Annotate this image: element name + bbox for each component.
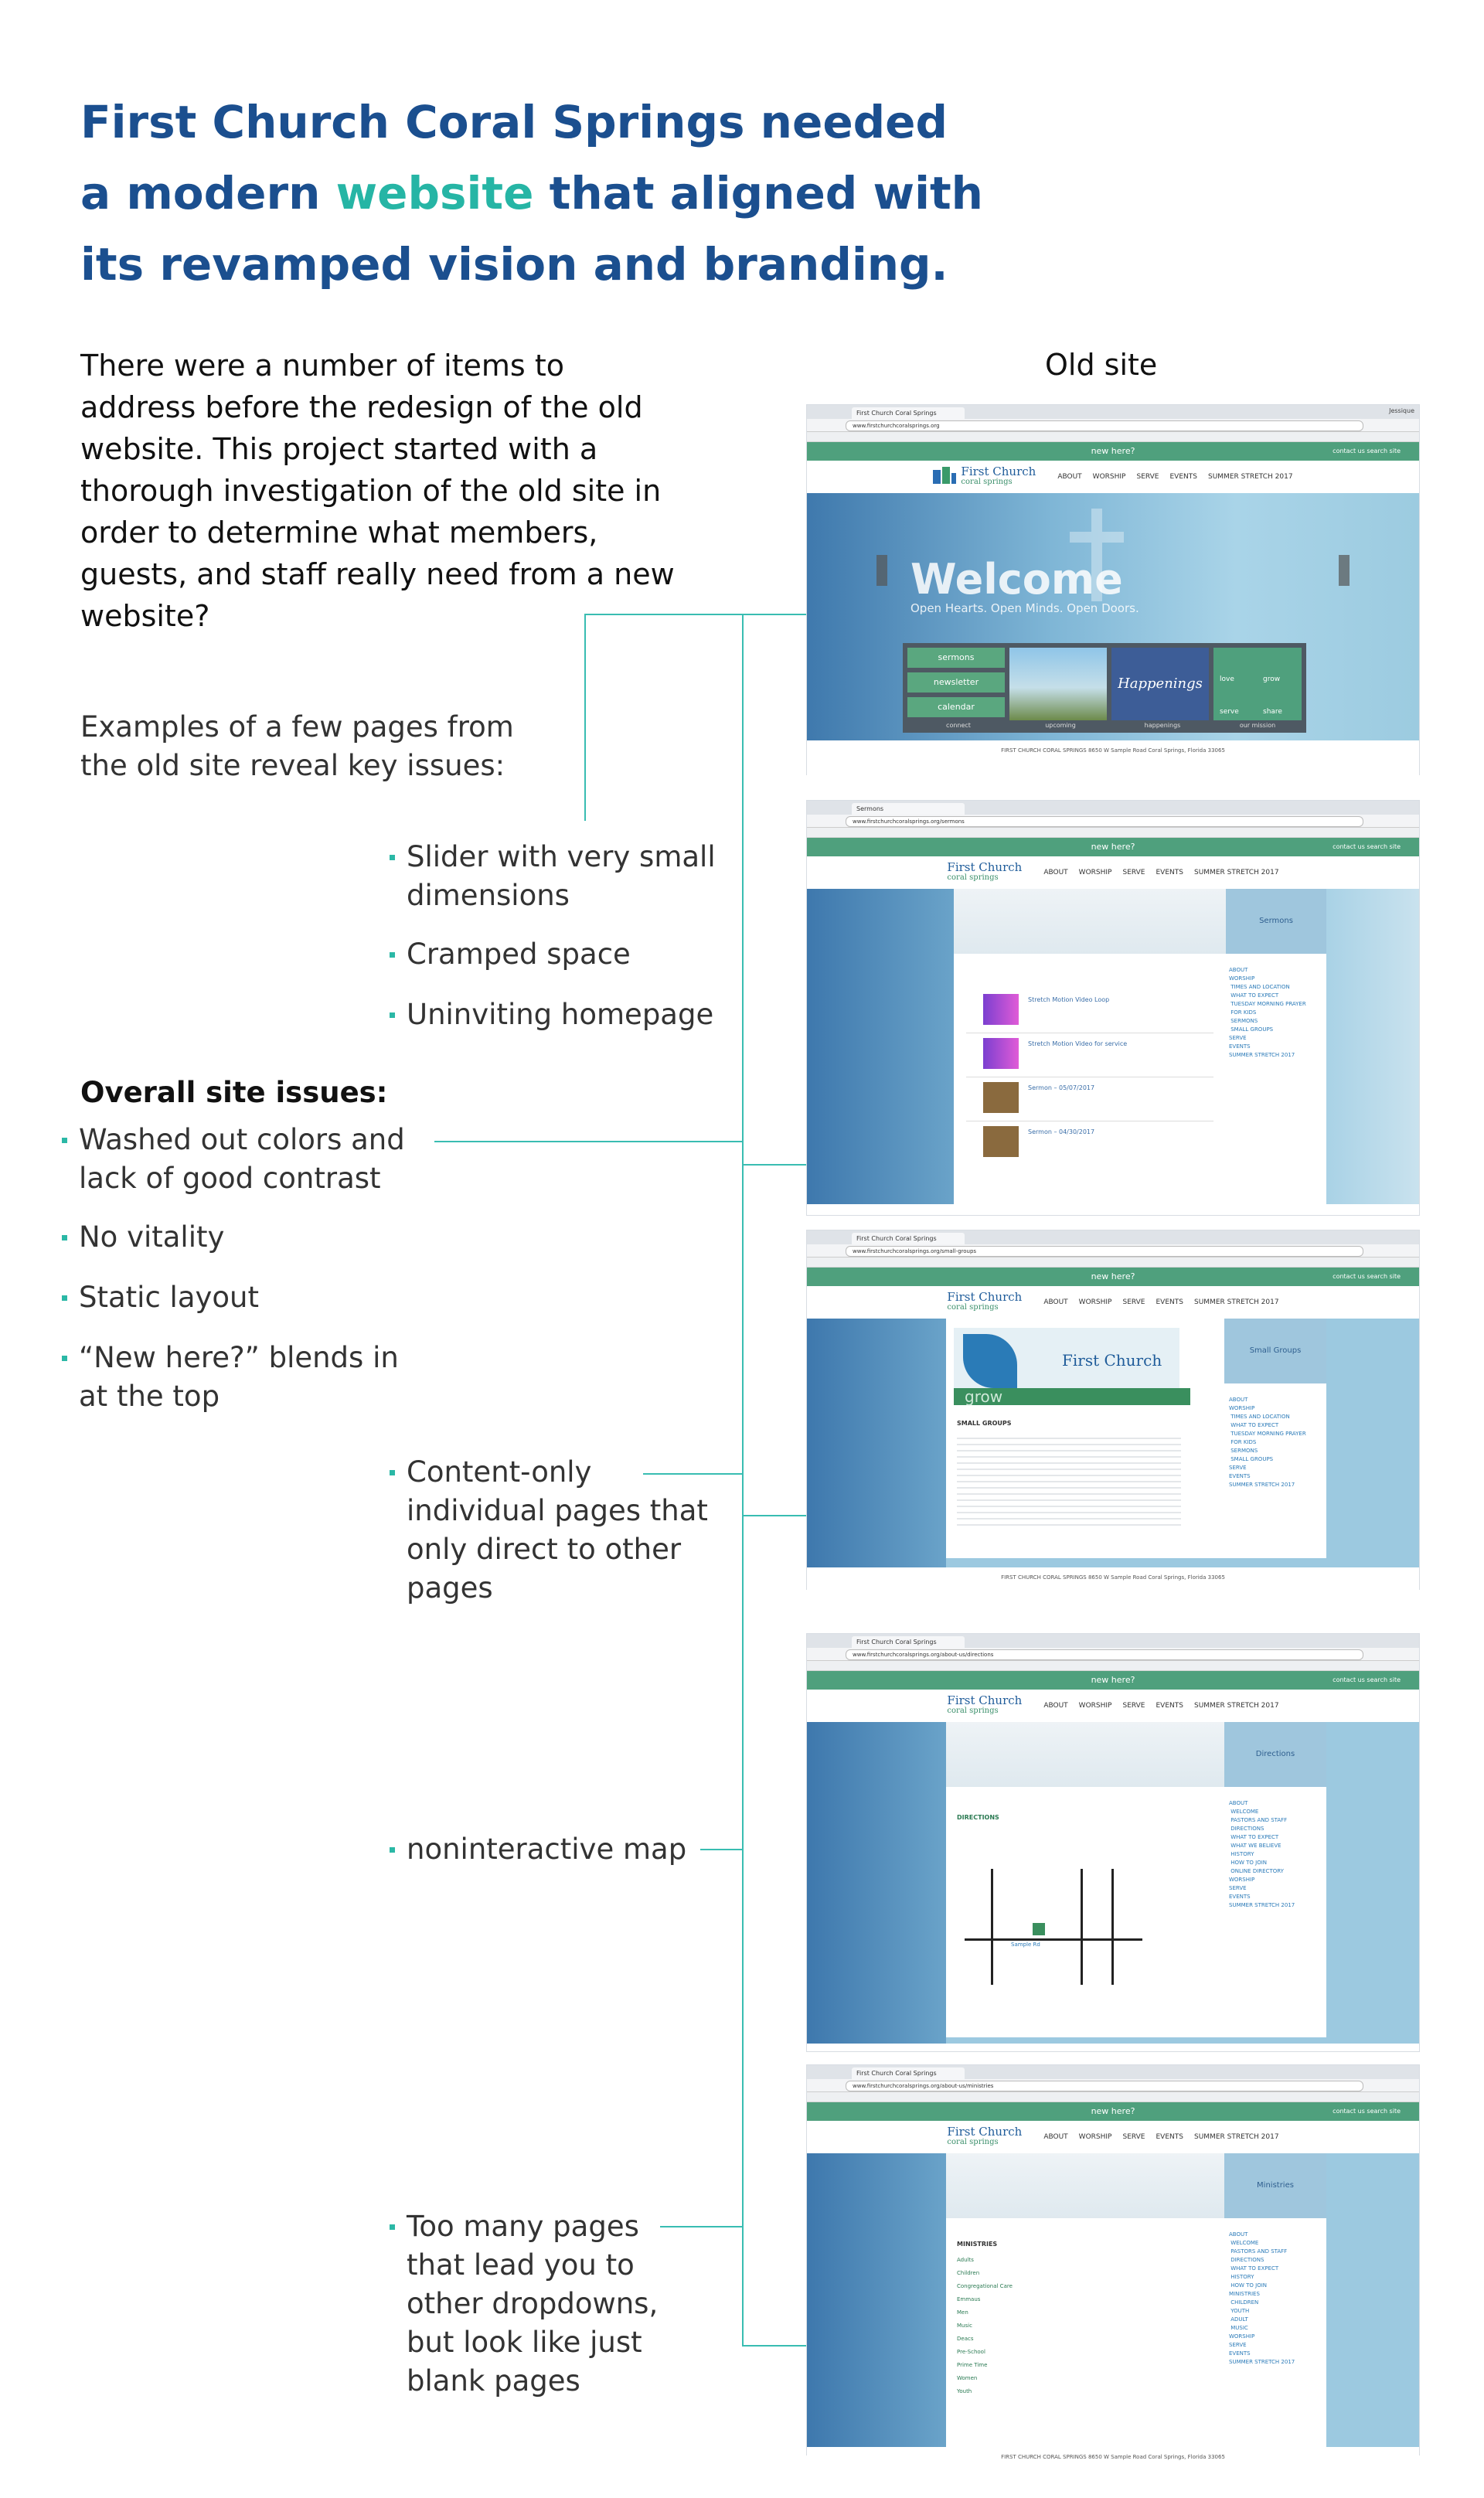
logo-sub-5: coral springs bbox=[947, 2138, 999, 2146]
connector-shot-2 bbox=[742, 1164, 807, 1166]
new-here-label[interactable]: new here? bbox=[1091, 446, 1135, 456]
address-bar[interactable]: www.firstchurchcoralsprings.org bbox=[846, 420, 1363, 431]
site-nav-3 bbox=[807, 1286, 1419, 1319]
nav-worship-2[interactable]: WORSHIP bbox=[1078, 869, 1112, 876]
page-headline bbox=[80, 87, 1085, 300]
calendar-button[interactable]: calendar bbox=[907, 697, 1005, 717]
content-panel-3 bbox=[946, 1319, 1326, 1558]
hero-slider[interactable] bbox=[807, 493, 1419, 740]
ministry-adults[interactable]: Adults bbox=[957, 2257, 974, 2263]
address-bar-5[interactable]: www.firstchurchcoralsprings.org/about-us/ministries bbox=[846, 2081, 1363, 2091]
nav-serve[interactable]: SERVE bbox=[1136, 473, 1159, 481]
ministry-women[interactable]: Women bbox=[957, 2375, 978, 2381]
sermons-body bbox=[807, 889, 1419, 1204]
old-ministries-screenshot bbox=[807, 2065, 1419, 2460]
sidebar-nav-4[interactable]: ABOUT WELCOME PASTORS AND STAFF DIRECTIONS WHAT TO EXPECT WHAT WE BELIEVE HISTORY HOW TO JOIN ONLINE DIRECTORY WORSHIP SERVE EVENTS SUMMER STRETCH 2017 bbox=[1229, 1800, 1295, 1908]
small-groups-text bbox=[957, 1433, 1181, 1526]
ministry-music[interactable]: Music bbox=[957, 2323, 972, 2329]
bookmarks-bar bbox=[807, 432, 1419, 442]
sermons-title: Sermons bbox=[1226, 889, 1326, 954]
church-logo-4[interactable] bbox=[947, 1693, 1023, 1716]
happenings-tile[interactable]: Happenings bbox=[1111, 648, 1209, 720]
sermon-row[interactable] bbox=[966, 1121, 1213, 1165]
browser-tab-5[interactable]: First Church Coral Springs bbox=[852, 2067, 965, 2079]
nav-summer[interactable]: SUMMER STRETCH 2017 bbox=[1207, 473, 1293, 481]
site-nav-4 bbox=[807, 1690, 1419, 1722]
small-groups-heading: SMALL GROUPS bbox=[957, 1420, 1012, 1427]
new-here-bar-5[interactable] bbox=[807, 2102, 1419, 2121]
sermon-title-4[interactable]: Sermon – 04/30/2017 bbox=[1028, 1128, 1095, 1135]
nav-summer-3[interactable]: SUMMER STRETCH 2017 bbox=[1193, 1298, 1279, 1306]
connector-shot-3 bbox=[742, 1515, 807, 1516]
overall-issue-contrast: Washed out colors and lack of good contrast bbox=[62, 1121, 450, 1198]
new-here-bar-3[interactable] bbox=[807, 1268, 1419, 1286]
logo-name: First Church bbox=[961, 465, 1036, 478]
bookmarks-bar-2 bbox=[807, 828, 1419, 838]
new-here-bar-2[interactable] bbox=[807, 838, 1419, 856]
logo-sub-4: coral springs bbox=[947, 1707, 999, 1715]
nav-events-3[interactable]: EVENTS bbox=[1156, 1298, 1183, 1306]
ministry-emmaus[interactable]: Emmaus bbox=[957, 2296, 981, 2302]
issue-slider: Slider with very small dimensions bbox=[390, 838, 747, 915]
icon-grow-label: grow bbox=[1263, 676, 1281, 683]
banner-church-name: First Church bbox=[1062, 1351, 1162, 1370]
site-nav bbox=[807, 461, 1419, 493]
caption-mission: our mission bbox=[1239, 722, 1276, 729]
issue-cramped: Cramped space bbox=[390, 935, 747, 974]
nav-serve-3[interactable]: SERVE bbox=[1122, 1298, 1145, 1306]
mission-tile[interactable] bbox=[1213, 648, 1302, 720]
church-logo-3[interactable] bbox=[947, 1292, 1022, 1312]
sermon-row[interactable] bbox=[966, 1033, 1213, 1077]
sermon-title-1[interactable]: Stretch Motion Video Loop bbox=[1028, 996, 1110, 1003]
nav-about-3[interactable]: ABOUT bbox=[1043, 1298, 1068, 1306]
grow-banner bbox=[954, 1328, 1179, 1405]
icon-share-label: share bbox=[1263, 708, 1282, 716]
logo-name-2: First Church bbox=[947, 860, 1023, 874]
browser-tab-2[interactable]: Sermons bbox=[852, 803, 965, 815]
sermon-title-2[interactable]: Stretch Motion Video for service bbox=[1028, 1040, 1128, 1047]
contact-links-5[interactable]: contact us search site bbox=[1333, 2108, 1401, 2115]
church-logo[interactable] bbox=[933, 467, 1036, 487]
headline-line-1: First Church Coral Springs needed bbox=[80, 96, 948, 148]
old-homepage-screenshot: First Church Coral Springs Jessique www.firstchurchcoralsprings.org new here? contact us search site First Church coral springs ABOUT WORSHIP SERVE EVENTS SUMMER STRETCH 2017 Welcome Open Hearts. Open Minds. Open Doors. sermons newsletter calendar Happenings love grow serve share connect upcoming happenings our mission FIRST CHURCH CORAL SPRINGS 8650 W Sample Road Coral Springs, Florida 33065 bbox=[807, 405, 1419, 774]
issue-map: noninteractive map bbox=[390, 1830, 731, 1869]
sermon-row[interactable] bbox=[966, 989, 1213, 1033]
bookmarks-bar-5 bbox=[807, 2092, 1419, 2102]
noninteractive-map bbox=[965, 1853, 1142, 1985]
overall-issue-static: Static layout bbox=[62, 1278, 450, 1317]
examples-paragraph: Examples of a few pages from the old site reveal key issues: bbox=[80, 710, 514, 782]
directions-body bbox=[807, 1722, 1419, 2044]
nav-about-4[interactable]: ABOUT bbox=[1043, 1702, 1068, 1710]
nav-events-2[interactable]: EVENTS bbox=[1156, 869, 1183, 876]
quick-buttons bbox=[907, 648, 1005, 720]
nav-about-2[interactable]: ABOUT bbox=[1043, 869, 1068, 876]
contact-links-3[interactable]: contact us search site bbox=[1333, 1273, 1401, 1280]
connector-overall bbox=[434, 1141, 744, 1142]
connector-content bbox=[643, 1473, 744, 1475]
caption-connect: connect bbox=[946, 722, 971, 729]
bookmarks-bar-3 bbox=[807, 1258, 1419, 1268]
caption-happenings: happenings bbox=[1144, 722, 1181, 729]
browser-tab-4[interactable]: First Church Coral Springs bbox=[852, 1636, 965, 1648]
logo-sub-3: coral springs bbox=[947, 1303, 999, 1312]
small-groups-title: Small Groups bbox=[1224, 1319, 1326, 1383]
church-marker-icon bbox=[1033, 1923, 1045, 1935]
ministry-deacs[interactable]: Deacs bbox=[957, 2336, 974, 2342]
ministry-preschool[interactable]: Pre-School bbox=[957, 2349, 985, 2355]
site-nav-5 bbox=[807, 2121, 1419, 2153]
contact-links-2[interactable]: contact us search site bbox=[1333, 843, 1401, 850]
overall-issue-new-here: “New here?” blends in at the top bbox=[62, 1339, 434, 1416]
logo-name-3: First Church bbox=[947, 1290, 1023, 1304]
ministry-care[interactable]: Congregational Care bbox=[957, 2283, 1013, 2289]
small-groups-body bbox=[807, 1319, 1419, 1567]
site-footer-3: FIRST CHURCH CORAL SPRINGS 8650 W Sample Road Coral Springs, Florida 33065 bbox=[807, 1567, 1419, 1594]
leaf-icon bbox=[963, 1334, 1017, 1388]
new-here-bar-4[interactable] bbox=[807, 1671, 1419, 1690]
newsletter-button[interactable]: newsletter bbox=[907, 672, 1005, 693]
slider-prev-icon[interactable] bbox=[876, 555, 887, 586]
sermon-title-3[interactable]: Sermon – 05/07/2017 bbox=[1028, 1084, 1095, 1091]
nav-summer-5[interactable]: SUMMER STRETCH 2017 bbox=[1193, 2133, 1279, 2141]
logo-sub-2: coral springs bbox=[947, 873, 999, 882]
connector-slider-vertical bbox=[584, 614, 586, 821]
nav-worship-5[interactable]: WORSHIP bbox=[1078, 2133, 1112, 2141]
sermon-row[interactable] bbox=[966, 1077, 1213, 1121]
nav-worship-4[interactable]: WORSHIP bbox=[1078, 1702, 1112, 1710]
church-logo-5[interactable] bbox=[947, 2127, 1022, 2147]
issue-content-pages: Content-only individual pages that only direct to other pages bbox=[390, 1453, 716, 1608]
overall-issues-title: Overall site issues: bbox=[80, 1076, 388, 1109]
new-here-label-3[interactable]: new here? bbox=[1091, 1271, 1135, 1281]
headline-line-3: its revamped vision and branding. bbox=[80, 238, 948, 291]
caption-upcoming: upcoming bbox=[1045, 722, 1076, 729]
slider-next-icon[interactable] bbox=[1339, 555, 1350, 586]
issue-dropdowns: Too many pages that lead you to other dropdowns, but look like just blank pages bbox=[390, 2207, 700, 2401]
logo-sub: coral springs bbox=[961, 478, 1013, 486]
old-small-groups-screenshot bbox=[807, 1230, 1419, 1589]
ministry-men[interactable]: Men bbox=[957, 2309, 968, 2316]
old-directions-screenshot bbox=[807, 1634, 1419, 2051]
nav-events[interactable]: EVENTS bbox=[1169, 473, 1197, 481]
nav-events-5[interactable]: EVENTS bbox=[1156, 2133, 1183, 2141]
nav-serve-4[interactable]: SERVE bbox=[1122, 1702, 1145, 1710]
street-sample-rd: Sample Rd bbox=[1011, 1942, 1040, 1948]
logo-name-5: First Church bbox=[947, 2125, 1023, 2139]
ministry-children[interactable]: Children bbox=[957, 2270, 980, 2276]
icon-serve-label: serve bbox=[1220, 708, 1239, 716]
ministries-title: Ministries bbox=[1224, 2153, 1326, 2218]
ministries-list[interactable] bbox=[957, 2254, 1013, 2398]
nav-about-5[interactable]: ABOUT bbox=[1043, 2133, 1068, 2141]
hero-tiles bbox=[903, 643, 1306, 733]
ministry-prime-time[interactable]: Prime Time bbox=[957, 2362, 988, 2368]
new-here-label-2[interactable]: new here? bbox=[1091, 842, 1135, 852]
ministries-body bbox=[807, 2153, 1419, 2447]
sermon-list bbox=[966, 989, 1213, 1165]
site-footer-5: FIRST CHURCH CORAL SPRINGS 8650 W Sample Road Coral Springs, Florida 33065 bbox=[807, 2447, 1419, 2467]
logo-name-4: First Church bbox=[947, 1693, 1023, 1707]
nav-worship[interactable]: WORSHIP bbox=[1092, 473, 1126, 481]
nav-serve-5[interactable]: SERVE bbox=[1122, 2133, 1145, 2141]
site-footer: FIRST CHURCH CORAL SPRINGS 8650 W Sample Road Coral Springs, Florida 33065 bbox=[807, 740, 1419, 776]
hero-tagline: Open Hearts. Open Minds. Open Doors. bbox=[910, 601, 1139, 615]
icon-love-label: love bbox=[1220, 676, 1234, 683]
sermons-button[interactable]: sermons bbox=[907, 648, 1005, 668]
new-here-bar[interactable] bbox=[807, 442, 1419, 461]
nav-summer-2[interactable]: SUMMER STRETCH 2017 bbox=[1193, 869, 1279, 876]
connector-dropdowns bbox=[660, 2226, 744, 2227]
browser-tab[interactable]: First Church Coral Springs bbox=[852, 407, 965, 419]
ministries-heading: MINISTRIES bbox=[957, 2241, 998, 2248]
hero-welcome: Welcome bbox=[910, 555, 1123, 604]
old-sermons-screenshot bbox=[807, 801, 1419, 1215]
browser-tab-3[interactable]: First Church Coral Springs bbox=[852, 1233, 965, 1244]
site-nav-2 bbox=[807, 856, 1419, 889]
nav-about[interactable]: ABOUT bbox=[1057, 473, 1082, 481]
upcoming-tile[interactable] bbox=[1009, 648, 1107, 720]
nav-summer-4[interactable]: SUMMER STRETCH 2017 bbox=[1193, 1702, 1279, 1710]
new-here-label-4[interactable]: new here? bbox=[1091, 1675, 1135, 1685]
headline-line-2-pre: a modern bbox=[80, 167, 336, 220]
connector-slider-horizontal bbox=[584, 614, 815, 615]
old-site-label: Old site bbox=[1045, 348, 1158, 382]
new-here-label-5[interactable]: new here? bbox=[1091, 2106, 1135, 2116]
content-panel-5 bbox=[946, 2153, 1326, 2447]
nav-serve-2[interactable]: SERVE bbox=[1122, 869, 1145, 876]
content-panel-2 bbox=[954, 889, 1326, 1204]
directions-title: Directions bbox=[1224, 1722, 1326, 1787]
contact-links[interactable]: contact us search site bbox=[1333, 448, 1401, 454]
logo-mark-icon bbox=[933, 467, 956, 487]
content-panel-4 bbox=[946, 1722, 1326, 2037]
connector-shot-5 bbox=[742, 2345, 807, 2347]
address-bar-4[interactable]: www.firstchurchcoralsprings.org/about-us/directions bbox=[846, 1649, 1363, 1660]
sidebar-nav-5[interactable]: ABOUT WELCOME PASTORS AND STAFF DIRECTIONS WHAT TO EXPECT HISTORY HOW TO JOIN MINISTRIES CHILDREN YOUTH ADULT MUSIC WORSHIP SERVE EVENTS SUMMER STRETCH 2017 bbox=[1229, 2231, 1295, 2365]
connector-map bbox=[700, 1849, 744, 1850]
address-bar-2[interactable]: www.firstchurchcoralsprings.org/sermons bbox=[846, 816, 1363, 827]
contact-links-4[interactable]: contact us search site bbox=[1333, 1676, 1401, 1683]
banner-grow-word: grow bbox=[954, 1388, 1190, 1405]
address-bar-3[interactable]: www.firstchurchcoralsprings.org/small-groups bbox=[846, 1246, 1363, 1257]
connector-main-vertical bbox=[742, 614, 744, 2345]
sidebar-nav-2[interactable]: ABOUT WORSHIP TIMES AND LOCATION WHAT TO EXPECT TUESDAY MORNING PRAYER FOR KIDS SERMONS SMALL GROUPS SERVE EVENTS SUMMER STRETCH 2017 bbox=[1229, 967, 1306, 1058]
headline-line-2-post: that aligned with bbox=[533, 167, 983, 220]
nav-worship-3[interactable]: WORSHIP bbox=[1078, 1298, 1112, 1306]
intro-paragraph: There were a number of items to address before the redesign of the old website. This project started with a thorough investigation of the old site in order to determine what members, guests, and staff really need from a new website? bbox=[80, 349, 675, 633]
directions-heading: DIRECTIONS bbox=[957, 1814, 999, 1821]
nav-events-4[interactable]: EVENTS bbox=[1156, 1702, 1183, 1710]
church-logo-2[interactable] bbox=[947, 860, 1023, 883]
ministry-youth[interactable]: Youth bbox=[957, 2388, 972, 2394]
tile-captions bbox=[907, 722, 1302, 729]
headline-accent-word: website bbox=[335, 167, 534, 220]
overall-issue-vitality: No vitality bbox=[62, 1218, 450, 1257]
bookmarks-bar-4 bbox=[807, 1661, 1419, 1671]
sidebar-nav-3[interactable]: ABOUT WORSHIP TIMES AND LOCATION WHAT TO EXPECT TUESDAY MORNING PRAYER FOR KIDS SERMONS SMALL GROUPS SERVE EVENTS SUMMER STRETCH 2017 bbox=[1229, 1397, 1306, 1488]
issue-uninviting: Uninviting homepage bbox=[390, 995, 747, 1034]
